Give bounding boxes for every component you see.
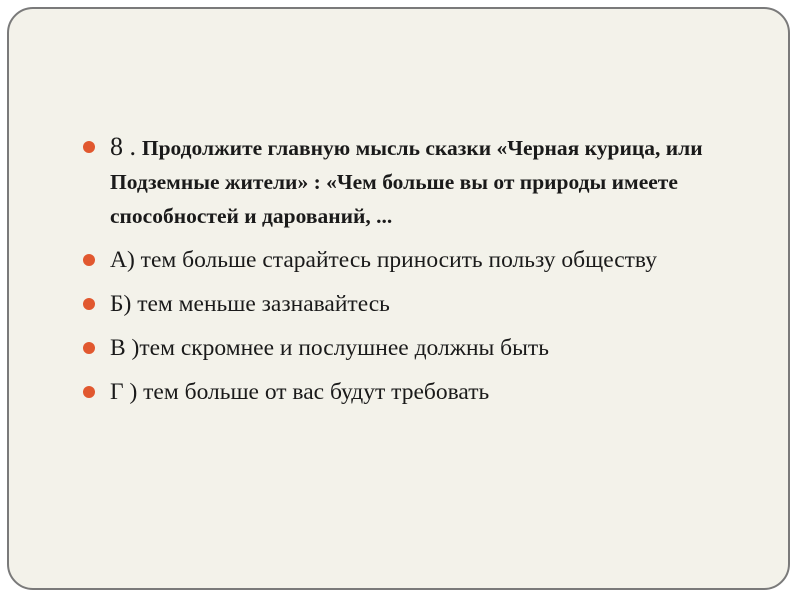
answer-option-text: Г ) тем больше от вас будут требовать xyxy=(110,379,490,405)
bullet-icon xyxy=(83,386,95,398)
answer-option-c xyxy=(80,331,760,365)
answer-option-b xyxy=(80,287,760,321)
slide-content xyxy=(80,130,760,419)
bullet-icon xyxy=(83,298,95,310)
question-text: Продолжите главную мысль сказки «Черная курица, или Подземные жители» : «Чем больше вы от природы имеете способностей и дарований, ... xyxy=(110,136,703,228)
answer-option-a xyxy=(80,243,760,277)
bullet-icon xyxy=(83,254,95,266)
question-number: 8 . xyxy=(110,132,136,161)
question-item xyxy=(80,130,760,233)
bullet-icon xyxy=(83,141,95,153)
bullet-icon xyxy=(83,342,95,354)
answer-option-text: В )тем скромнее и послушнее должны быть xyxy=(110,335,549,361)
answer-option-text: А) тем больше старайтесь приносить пользу обществу xyxy=(110,247,657,273)
answer-option-text: Б) тем меньше зазнавайтесь xyxy=(110,291,390,317)
answer-option-d xyxy=(80,375,760,409)
